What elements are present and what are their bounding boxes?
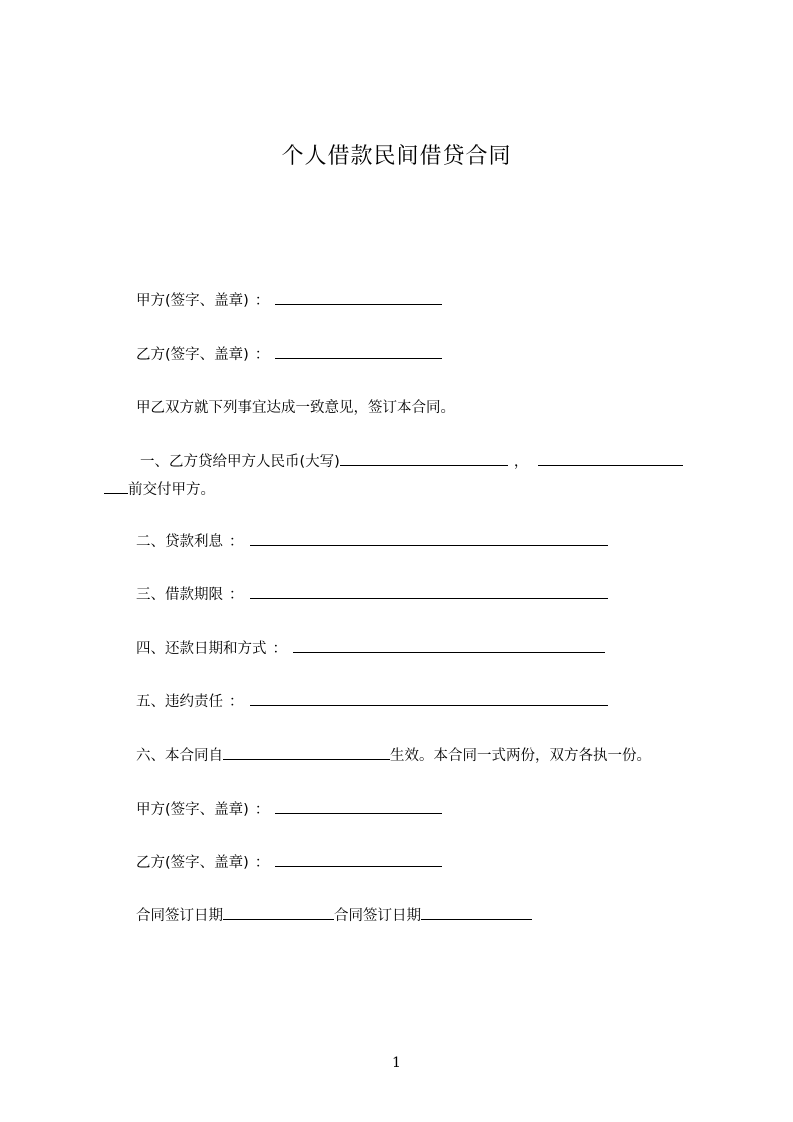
repayment-blank[interactable] [293,638,605,653]
colon: ： [272,641,287,657]
clause-1-comma: ， [513,454,529,470]
party-a-signature-line [136,290,442,311]
clause-2-line [136,531,608,552]
clause-5-label: 五、违约责任 [136,694,223,710]
loan-amount-blank[interactable] [340,451,508,466]
party-a-signature-blank[interactable] [275,799,442,814]
clause-1-suffix: 前交付甲方。 [128,482,215,498]
sign-date-blank[interactable] [421,905,532,920]
clause-1-continuation [104,479,215,500]
effective-date-blank[interactable] [223,745,390,760]
party-b-label: 乙方(签字、盖章) [136,347,249,363]
clause-5-line [136,691,608,712]
clause-6-line [136,745,651,766]
party-b-signature-line [136,344,442,365]
clause-1-line [140,451,683,472]
colon: ： [229,694,244,710]
colon: ： [229,587,244,603]
interest-blank[interactable] [250,531,608,546]
colon: ： [254,347,270,363]
clause-2-label: 二、贷款利息 [136,534,223,550]
delivery-date-blank-continued[interactable] [104,479,128,494]
party-b-signature-blank[interactable] [275,344,442,359]
party-b-label: 乙方(签字、盖章) [136,855,249,871]
party-a-signature-line-2 [136,799,442,820]
sign-date-blank[interactable] [223,905,334,920]
sign-date-line [136,905,532,926]
liability-blank[interactable] [250,691,608,706]
page-number: 1 [392,1055,401,1071]
clause-6-suffix: 生效。本合同一式两份，双方各执一份。 [390,748,651,764]
sign-date-label: 合同签订日期 [334,908,421,924]
colon: ： [229,534,244,550]
clause-3-line [136,584,608,605]
colon: ： [254,855,270,871]
clause-3-label: 三、借款期限 [136,587,223,603]
party-b-signature-line-2 [136,852,442,873]
document-title: 个人借款民间借贷合同 [281,144,512,169]
intro-paragraph: 甲乙双方就下列事宜达成一致意见，签订本合同。 [136,400,455,416]
clause-1-prefix: 一、乙方贷给甲方人民币(大写) [140,454,340,470]
colon: ： [254,293,270,309]
sign-date-label: 合同签订日期 [136,908,223,924]
party-a-label: 甲方(签字、盖章) [136,802,249,818]
party-b-signature-blank[interactable] [275,852,442,867]
colon: ： [254,802,270,818]
party-a-signature-blank[interactable] [275,290,442,305]
loan-term-blank[interactable] [250,584,608,599]
delivery-date-blank[interactable] [538,451,683,466]
clause-4-line [136,638,605,659]
clause-6-prefix: 六、本合同自 [136,748,223,764]
party-a-label: 甲方(签字、盖章) [136,293,249,309]
clause-4-label: 四、还款日期和方式 [136,641,267,657]
